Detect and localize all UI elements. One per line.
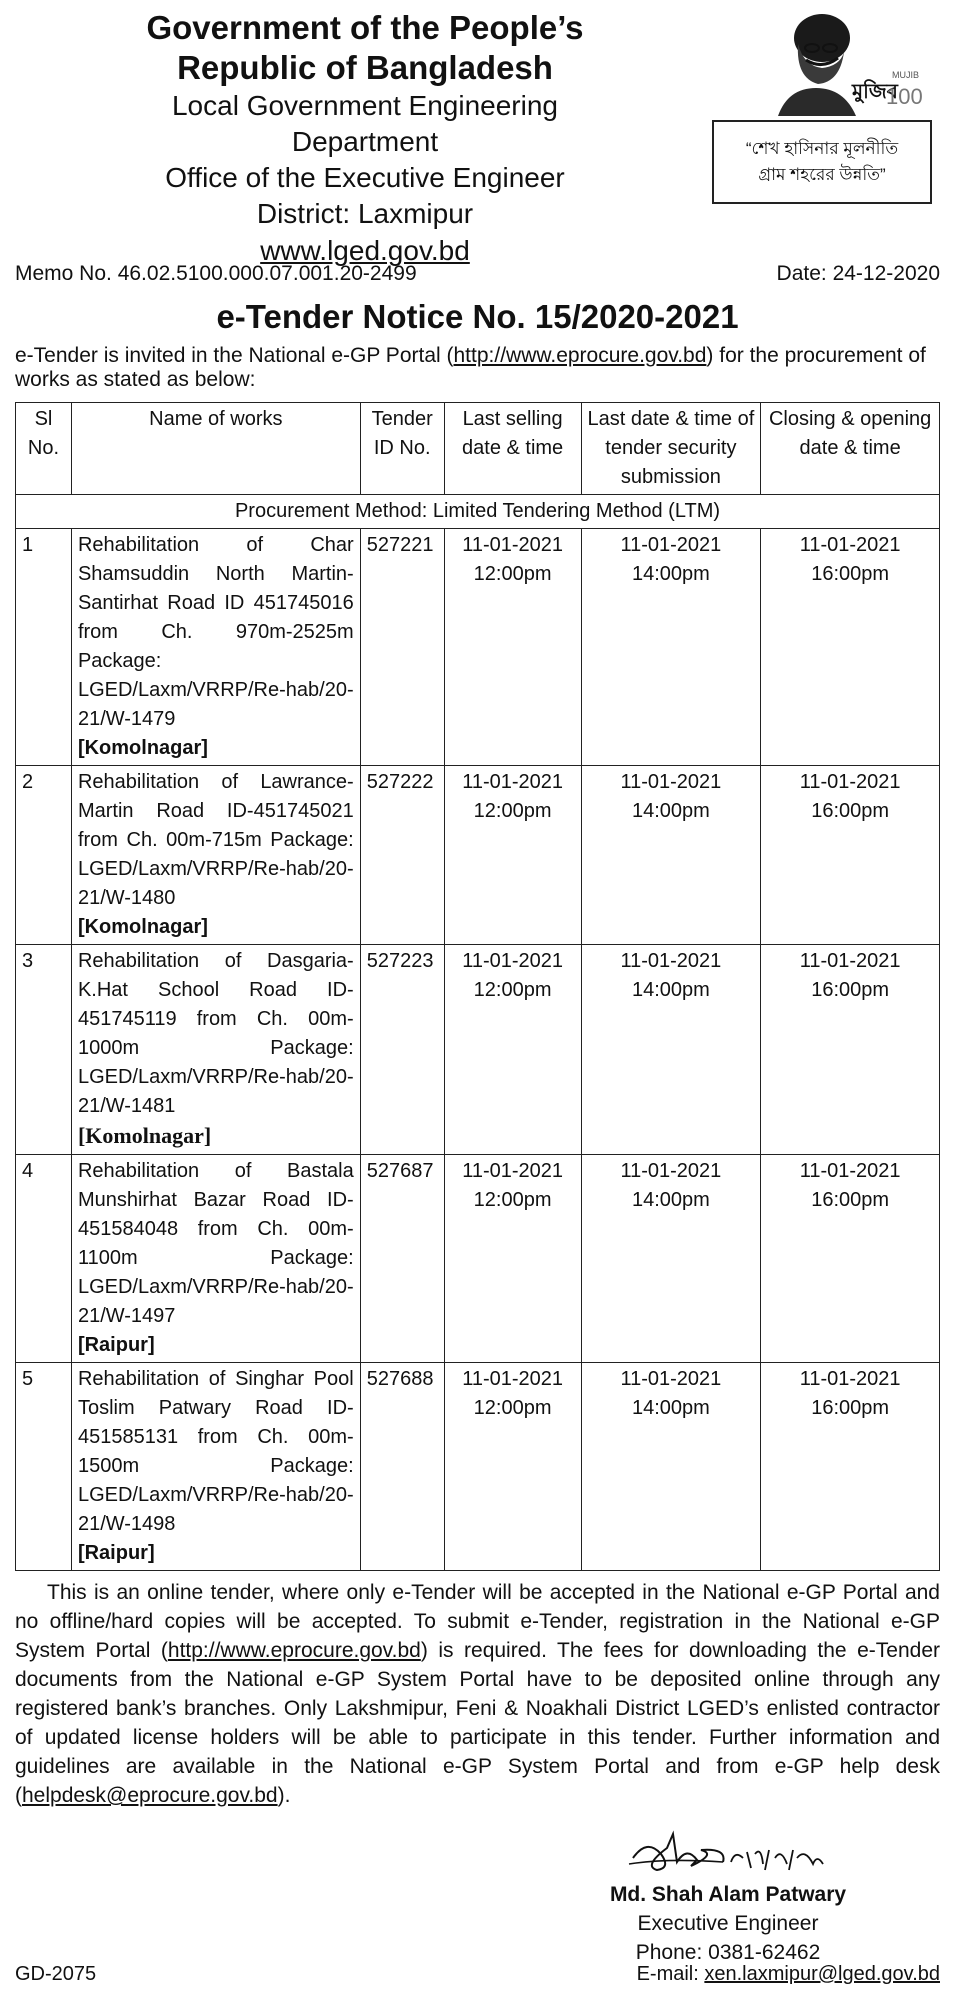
row-tender-id: 527687 [360, 1155, 444, 1363]
work-location: [Komolnagar] [77, 916, 208, 938]
row-sl: 1 [16, 529, 72, 766]
officer-email-link[interactable]: xen.laxmipur@lged.gov.bd [704, 1963, 940, 1985]
security-time: 14:00pm [631, 563, 710, 585]
gov-line-2: Republic of Bangladesh [177, 49, 553, 86]
work-location: [Raipur] [77, 1542, 155, 1564]
security-date: 11-01-2021 [620, 534, 722, 556]
work-description: Rehabilitation of Singhar Pool Toslim Patwary Road ID-451585131 from Ch. 00m-1500m Package: LGED/Laxm/VRRP/Re-hab/20-21/W-1498 [77, 1368, 354, 1535]
row-selling [444, 529, 581, 766]
instructions-part-3: ). [277, 1784, 291, 1807]
tender-notice-page [15, 8, 940, 1992]
selling-time: 12:00pm [473, 1189, 552, 1211]
work-description: Rehabilitation of Bastala Munshirhat Bazar Road ID-451584048 from Ch. 00m-1100m Package: LGED/Laxm/VRRP/Re-hab/20-21/W-1497 [77, 1160, 354, 1327]
slogan-line-2: গ্রাম শহরের উন্নতি” [758, 165, 886, 184]
table-row [16, 1363, 940, 1571]
row-selling [444, 1363, 581, 1571]
instructions-part-2: ) is required. The fees for downloading the e-Tender documents from the National e-GP System Portal have to be deposited online through any registered bank’s branches. Only Lakshmipur, Feni & Noakhali District LGED’s enlisted contractor of updated license holders will be able to participate in this tender. Further information and guidelines are available in the National e-GP System Portal and from e-GP help desk ( [15, 1639, 940, 1807]
closing-date: 11-01-2021 [799, 1160, 901, 1182]
row-work [71, 945, 360, 1155]
closing-time: 16:00pm [811, 1189, 890, 1211]
mujib-100-logo [760, 8, 923, 116]
row-security [581, 945, 761, 1155]
district-name: District: Laxmipur [256, 198, 474, 229]
work-description: Rehabilitation of Dasgaria-K.Hat School Road ID-451745119 from Ch. 00m-1000m Package: LGED/Laxm/VRRP/Re-hab/20-21/W-1481 [77, 950, 354, 1117]
row-selling [444, 766, 581, 945]
closing-time: 16:00pm [811, 800, 890, 822]
security-time: 14:00pm [631, 800, 710, 822]
row-work [71, 766, 360, 945]
security-date: 11-01-2021 [620, 771, 722, 793]
handwritten-signature [627, 1828, 877, 1876]
logo-100-text: 100 [886, 84, 923, 109]
header-sl: Sl No. [16, 403, 72, 495]
header-tender-id: Tender ID No. [360, 403, 444, 495]
officer-email-line [637, 1963, 940, 1986]
row-security [581, 529, 761, 766]
slogan-box [712, 120, 932, 204]
table-row [16, 1155, 940, 1363]
row-tender-id: 527222 [360, 766, 444, 945]
selling-date: 11-01-2021 [462, 771, 564, 793]
closing-time: 16:00pm [811, 979, 890, 1001]
slogan-line-1: “শেখ হাসিনার মূলনীতি [745, 139, 899, 158]
selling-time: 12:00pm [473, 563, 552, 585]
procurement-method-row [16, 495, 940, 529]
selling-date: 11-01-2021 [462, 1368, 564, 1390]
government-heading [145, 8, 585, 270]
row-work [71, 1155, 360, 1363]
officer-block [563, 1880, 893, 1967]
gov-line-1: Government of the People’s [146, 9, 584, 46]
work-description: Rehabilitation of Char Shamsuddin North Martin-Santirhat Road ID 451745016 from Ch. 970m-2525m Package: LGED/Laxm/VRRP/Re-hab/20-21/W-1479 [77, 534, 354, 730]
memo-date: Date: 24-12-2020 [776, 262, 940, 285]
intro-after: ) for the procurement of works as stated as below: [15, 344, 926, 391]
work-location: [Komolnagar] [77, 1123, 212, 1148]
selling-time: 12:00pm [473, 979, 552, 1001]
security-time: 14:00pm [631, 979, 710, 1001]
department-name: Local Government Engineering Department [171, 90, 558, 157]
row-selling [444, 1155, 581, 1363]
closing-date: 11-01-2021 [799, 771, 901, 793]
header-security-submission: Last date & time of tender security submission [581, 403, 761, 495]
instructions-paragraph [15, 1578, 940, 1810]
eprocure-link-footer[interactable]: http://www.eprocure.gov.bd [167, 1639, 421, 1662]
logo-bangla-text: মুজিব [852, 81, 898, 103]
row-tender-id: 527223 [360, 945, 444, 1155]
row-closing [761, 945, 940, 1155]
closing-date: 11-01-2021 [799, 950, 901, 972]
row-sl: 2 [16, 766, 72, 945]
tender-table [15, 402, 940, 1571]
work-description: Rehabilitation of Lawrance-Martin Road ID-451745021 from Ch. 00m-715m Package: LGED/Laxm/VRRP/Re-hab/20-21/W-1480 [77, 771, 354, 909]
header-name-of-works: Name of works [71, 403, 360, 495]
logo-mujib-text: MUJIB [892, 70, 919, 80]
header-closing-opening: Closing & opening date & time [761, 403, 940, 495]
header-last-selling: Last selling date & time [444, 403, 581, 495]
instructions-part-1: This is an online tender, where only e-Tender will be accepted in the National e-GP Portal and no offline/hard copies will be accepted. To submit e-Tender, registration in the National e-GP System Portal ( [15, 1581, 940, 1662]
security-date: 11-01-2021 [620, 1160, 722, 1182]
helpdesk-email-link[interactable]: helpdesk@eprocure.gov.bd [22, 1784, 278, 1807]
email-label: E-mail: [636, 1963, 705, 1985]
row-closing [761, 1155, 940, 1363]
table-row [16, 766, 940, 945]
row-security [581, 766, 761, 945]
officer-phone: Phone: 0381-62462 [635, 1941, 821, 1964]
closing-time: 16:00pm [811, 563, 890, 585]
row-tender-id: 527221 [360, 529, 444, 766]
work-location: [Komolnagar] [77, 737, 208, 759]
row-closing [761, 529, 940, 766]
row-security [581, 1155, 761, 1363]
row-security [581, 1363, 761, 1571]
row-closing [761, 766, 940, 945]
notice-header [15, 8, 940, 285]
table-header-row [16, 403, 940, 495]
procurement-method: Procurement Method: Limited Tendering Method (LTM) [16, 495, 940, 529]
eprocure-link[interactable]: http://www.eprocure.gov.bd [453, 344, 707, 367]
row-selling [444, 945, 581, 1155]
closing-date: 11-01-2021 [799, 1368, 901, 1390]
intro-before: e-Tender is invited in the National e-GP Portal ( [15, 344, 454, 367]
security-date: 11-01-2021 [620, 1368, 722, 1390]
security-time: 14:00pm [631, 1189, 710, 1211]
row-sl: 4 [16, 1155, 72, 1363]
work-location: [Raipur] [77, 1334, 155, 1356]
row-work [71, 1363, 360, 1571]
table-row [16, 945, 940, 1155]
selling-time: 12:00pm [473, 800, 552, 822]
notice-title: e-Tender Notice No. 15/2020-2021 [216, 298, 739, 335]
selling-date: 11-01-2021 [462, 950, 564, 972]
row-sl: 5 [16, 1363, 72, 1571]
security-time: 14:00pm [631, 1397, 710, 1419]
office-name: Office of the Executive Engineer [165, 162, 565, 193]
row-work [71, 529, 360, 766]
officer-name: Md. Shah Alam Patwary [609, 1883, 847, 1906]
row-closing [761, 1363, 940, 1571]
officer-title: Executive Engineer [637, 1912, 819, 1935]
table-row [16, 529, 940, 766]
row-sl: 3 [16, 945, 72, 1155]
selling-time: 12:00pm [473, 1397, 552, 1419]
security-date: 11-01-2021 [620, 950, 722, 972]
row-tender-id: 527688 [360, 1363, 444, 1571]
memo-number: Memo No. 46.02.5100.000.07.001.20-2499 [15, 262, 417, 285]
selling-date: 11-01-2021 [462, 1160, 564, 1182]
closing-date: 11-01-2021 [799, 534, 901, 556]
selling-date: 11-01-2021 [462, 534, 564, 556]
closing-time: 16:00pm [811, 1397, 890, 1419]
website-link[interactable]: www.lged.gov.bd [260, 235, 470, 266]
gd-code: GD-2075 [15, 1963, 97, 1985]
intro-text [15, 344, 940, 392]
